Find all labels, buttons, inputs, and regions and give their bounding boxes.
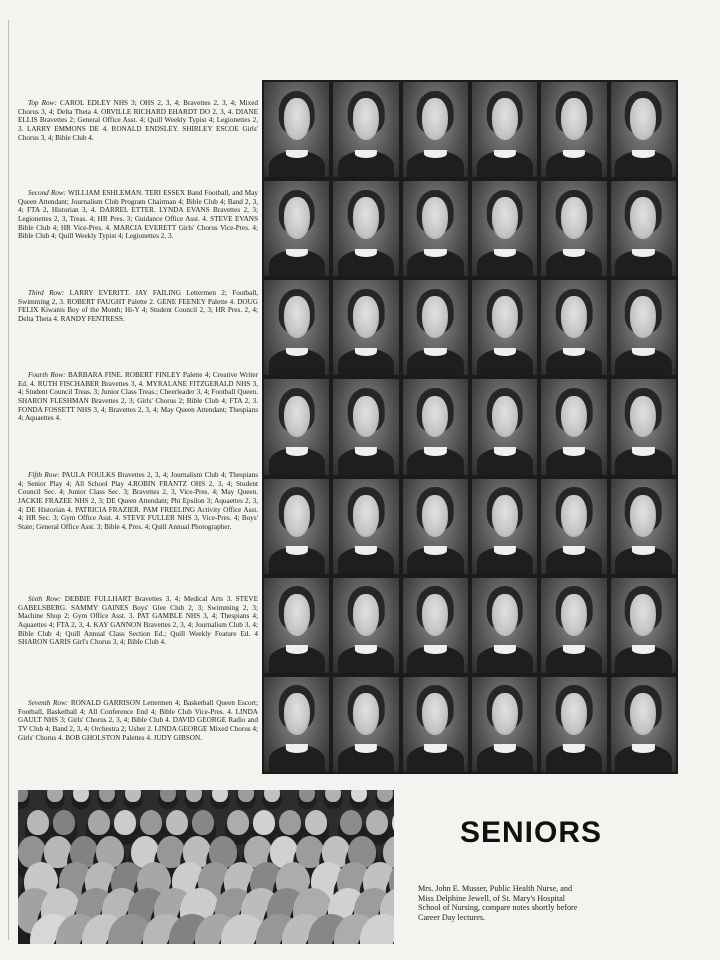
portrait-collar <box>355 249 377 258</box>
portrait-collar <box>286 447 308 456</box>
portrait-face <box>561 396 587 438</box>
portrait-photo <box>541 181 606 276</box>
portrait-photo <box>541 578 606 673</box>
portrait-collar <box>494 249 516 258</box>
portrait-face <box>492 98 518 140</box>
caption-lead: Seventh Row: <box>28 699 69 708</box>
audience-head <box>366 810 388 835</box>
caption-text: BARBARA FINE. ROBERT FINLEY Palette 4; Creative Writer Ed. 4. RUTH FISCHABER Bravettes 3, 4. MYRALANE FITZGERALD NHS 3, 4; Student Council Treas. 3; Junior Class Treas.; Cheerleader 3, 4; Football Queen. SHARON FLESHMAN Bravettes 2, 3; Girls' Chorus 2; Bible Club 4; FTA 2, 3. FONDA FOSSETT NHS 3, 4; Bravettes 2, 3, 4; May Queen Attendant; Thespians 4; Aquaettes 4. <box>18 371 259 423</box>
portrait-face <box>353 594 379 636</box>
portrait-collar <box>286 744 308 753</box>
portrait-photo <box>472 280 537 375</box>
audience-head <box>212 790 228 802</box>
portrait-collar <box>286 546 308 555</box>
portrait-collar <box>424 249 446 258</box>
audience-head <box>125 790 141 802</box>
portrait-face <box>353 396 379 438</box>
audience-head <box>253 810 275 835</box>
portrait-photo <box>472 578 537 673</box>
audience-head <box>166 810 188 835</box>
section-title: SENIORS <box>460 816 603 849</box>
caption-sixth-row <box>18 595 258 647</box>
audience-head <box>53 810 75 835</box>
portrait-face <box>422 296 448 338</box>
portrait-photo <box>472 479 537 574</box>
portrait-face <box>284 693 310 735</box>
portrait-collar <box>286 348 308 357</box>
portrait-face <box>353 693 379 735</box>
portrait-face <box>630 396 656 438</box>
portrait-face <box>630 98 656 140</box>
portrait-photo <box>333 578 398 673</box>
portrait-collar <box>563 546 585 555</box>
portrait-face <box>422 197 448 239</box>
caption-text: LARRY EVERITT. JAY FAILING Lettermen 2; Football, Swimming 2, 3. ROBERT FAUGHT Palette 2. GENE FEENEY Palette 4. DOUG FELIX Kiwanis Boy of the Month; Hi-Y 4; Student Council 2, 3; HR Pres. 2, 4; Delta Theta 4. RANDY FENTRESS. <box>18 289 258 323</box>
audience-head <box>227 810 249 835</box>
portrait-collar <box>355 348 377 357</box>
portrait-collar <box>355 645 377 654</box>
portrait-photo <box>403 280 468 375</box>
portrait-photo <box>541 379 606 474</box>
portrait-collar <box>424 744 446 753</box>
audience-head <box>351 790 367 802</box>
audience-head <box>186 790 202 802</box>
photo-caption-line: Miss Delphine Jewell, of St. Mary's Hospital <box>418 893 566 903</box>
portrait-photo <box>472 379 537 474</box>
audience-head <box>305 810 327 835</box>
portrait-face <box>284 197 310 239</box>
portrait-collar <box>424 645 446 654</box>
portrait-face <box>630 296 656 338</box>
portrait-face <box>422 495 448 537</box>
photo-caption-line: Career Day lectures. <box>418 912 486 922</box>
caption-text: CAROL EDLEY NHS 3; OHS 2, 3, 4; Bravettes 2, 3, 4; Mixed Chorus 3, 4; Delta Theta 4. ORVILLE RICHARD EHARDT DO 2, 3, 4. DIANE ELLIS Bravettes 2; General Office Asst. 4; Quill Weekly Typist 4; Legionettes 2, 3. LARRY EMMONS DE 4. RONALD ENDSLEY. SHIRLEY ESCOE Girls' Chorus 3, 4; Bible Club 4. <box>18 99 258 142</box>
caption-lead: Third Row: <box>28 289 65 298</box>
audience-head <box>88 810 110 835</box>
audience-head <box>264 790 280 802</box>
portrait-photo <box>611 677 676 772</box>
portrait-photo <box>611 181 676 276</box>
portrait-face <box>353 296 379 338</box>
portrait-face <box>630 594 656 636</box>
portrait-face <box>630 197 656 239</box>
portrait-photo <box>403 379 468 474</box>
portrait-photo <box>403 479 468 574</box>
portrait-face <box>353 98 379 140</box>
caption-text: WILLIAM ESHLEMAN. TERI ESSEX Band Football, and May Queen Attendant; Journalism Club Program Chairman 4; Bible Club 4; Band 2, 3, 4; FTA 2, Historian 3, 4. DARREL ETTER. LYNDA EVANS Bravettes 2, 3; Legionettes 2, 3, Treas. 4; HR Pres. 3; Guidance Office Asst. 4. STEVE EVANS Bible Club 4; HR Vice-Pres. 4. MARCIA EVERETT Girls' Chorus Vice-Pres. 4; Bible Club 4; Quill Weekly Typist 4; Legionettes 2, 3. <box>18 189 258 241</box>
portrait-photo <box>541 479 606 574</box>
portrait-photo <box>333 82 398 177</box>
portrait-photo <box>541 82 606 177</box>
portrait-collar <box>632 447 654 456</box>
portrait-photo <box>264 677 329 772</box>
portrait-face <box>284 594 310 636</box>
audience-head <box>73 790 89 802</box>
photo-caption-line: Mrs. John E. Musser, Public Health Nurse, and <box>418 884 573 893</box>
portrait-photo <box>333 479 398 574</box>
caption-lead: Top Row: <box>28 99 57 108</box>
caption-lead: Fourth Row: <box>28 371 66 380</box>
portrait-face <box>630 495 656 537</box>
portrait-face <box>422 98 448 140</box>
audience-head <box>160 790 176 802</box>
portrait-photo <box>333 379 398 474</box>
portrait-face <box>561 495 587 537</box>
caption-fourth-row <box>18 371 258 423</box>
portrait-photo <box>333 677 398 772</box>
portrait-collar <box>286 645 308 654</box>
audience-head <box>392 810 394 835</box>
portrait-face <box>422 594 448 636</box>
portrait-collar <box>563 645 585 654</box>
portrait-face <box>492 296 518 338</box>
portrait-photo <box>541 677 606 772</box>
portrait-photo <box>264 479 329 574</box>
portrait-collar <box>563 447 585 456</box>
audience-head <box>377 790 393 802</box>
audience-head <box>340 810 362 835</box>
audience-head <box>192 810 214 835</box>
portrait-collar <box>563 150 585 159</box>
portrait-face <box>284 396 310 438</box>
portrait-collar <box>494 447 516 456</box>
portrait-collar <box>563 348 585 357</box>
portrait-photo <box>472 181 537 276</box>
portrait-photo <box>403 181 468 276</box>
portrait-collar <box>632 249 654 258</box>
portrait-face <box>353 495 379 537</box>
caption-lead: Fifth Row: <box>28 471 60 480</box>
page-edge <box>8 20 9 940</box>
portrait-face <box>284 98 310 140</box>
portrait-photo <box>264 578 329 673</box>
caption-top-row <box>18 99 258 142</box>
portrait-collar <box>632 348 654 357</box>
portrait-photo <box>472 82 537 177</box>
portrait-face <box>561 693 587 735</box>
portrait-face <box>561 594 587 636</box>
portrait-collar <box>286 150 308 159</box>
audience-head <box>279 810 301 835</box>
portrait-collar <box>355 546 377 555</box>
portrait-face <box>492 197 518 239</box>
portrait-collar <box>632 744 654 753</box>
portrait-photo <box>333 181 398 276</box>
caption-fifth-row <box>18 471 258 531</box>
portrait-face <box>284 495 310 537</box>
portrait-face <box>492 396 518 438</box>
audience-head <box>18 790 28 802</box>
audience-head <box>47 790 63 802</box>
portrait-face <box>561 98 587 140</box>
portrait-collar <box>355 447 377 456</box>
portrait-collar <box>494 744 516 753</box>
caption-third-row <box>18 289 258 323</box>
portrait-photo <box>611 280 676 375</box>
portrait-photo <box>264 82 329 177</box>
portrait-face <box>561 296 587 338</box>
portrait-photo <box>264 280 329 375</box>
caption-text: DEBBIE FULLHART Bravettes 3, 4; Medical Arts 3. STEVE GABELSBERG. SAMMY GAINES Boys' Glee Club 2, 3; Swimming 2, 3; Machine Shop 2; Gym Office Asst. 3. PAT GAMBLE NHS 3, 4; Thespians 4; Aquaettes 4; FTA 2, 3, 4. KAY GANNON Bravettes 2, 3, 4; Journalism Club 3, 4; Bible Club 4; Quill Annual Class Section Ed.; Quill Weekly Feature Ed. 4 SHARON GARIS Girl's Chorus 3, 4; Bible Club 4. <box>18 595 258 647</box>
caption-lead: Second Row: <box>28 189 67 198</box>
caption-text: RONALD GARRISON Lettermen 4; Basketball Queen Escort; Football, Basketball 4; All Conference End 4; Bible Club Vice-Pres. 4. LINDA GAULT NHS 3; Girls' Chorus 2, 3, 4; Bible Club 4. DAVID GEORGE Radio and TV Club 4; Band 2, 3, 4; Orchestra 2; Usher 2. LINDA GEORGE Mixed Chorus 4; Girls' Chorus 4. BOB GHOLSTON Palettes 4. JUDY GIBSON. <box>18 699 258 742</box>
portrait-collar <box>632 150 654 159</box>
portrait-face <box>422 693 448 735</box>
caption-text: PAULA FOULKS Bravettes 2, 3, 4; Journalism Club 4; Thespians 4; Senior Play 4; All School Play 4.ROBIN FRANTZ OHS 2, 3, 4; Student Council Sec. 4; Junior Class Sec. 3; Bravettes 2, 3, Vice-Pres. 4; May Queen. JACKIE FRAZEE NHS 2, 3; DE Queen Attendant; Phi Epsilon 3; Aquaettes 2, 3, 4; DE Historian 4. PATRICIA FRAZIER. PAM FREELING Activity Office Asst. 4; HR Sec. 3; Gym Office Asst. 4. STEVE FULLER NHS 3, Vice-Pres. 4; Boys' State; General Office Asst. 3; Bible 4, Pres. 4; Quill Annual Photographer. <box>18 471 258 531</box>
audience-head <box>238 790 254 802</box>
portrait-face <box>561 197 587 239</box>
portrait-collar <box>424 150 446 159</box>
portrait-face <box>492 693 518 735</box>
portrait-photo <box>611 379 676 474</box>
caption-seventh-row <box>18 699 258 742</box>
audience-head <box>99 790 115 802</box>
audience-head <box>299 790 315 802</box>
portrait-photo <box>403 677 468 772</box>
portrait-collar <box>632 645 654 654</box>
portrait-collar <box>355 150 377 159</box>
portrait-collar <box>494 645 516 654</box>
portrait-collar <box>632 546 654 555</box>
portrait-face <box>630 693 656 735</box>
audience-head <box>27 810 49 835</box>
portrait-photo <box>264 379 329 474</box>
portrait-photo <box>264 181 329 276</box>
portrait-face <box>422 396 448 438</box>
audience-head <box>114 810 136 835</box>
portrait-photo <box>472 677 537 772</box>
portrait-photo <box>611 82 676 177</box>
portrait-collar <box>494 546 516 555</box>
audience-head <box>140 810 162 835</box>
portrait-face <box>492 594 518 636</box>
audience-photo <box>18 790 394 944</box>
portrait-collar <box>424 348 446 357</box>
portrait-collar <box>424 546 446 555</box>
portrait-photo <box>403 578 468 673</box>
portrait-photo <box>611 578 676 673</box>
caption-lead: Sixth Row: <box>28 595 62 604</box>
portrait-grid <box>262 80 678 774</box>
portrait-collar <box>494 150 516 159</box>
portrait-face <box>492 495 518 537</box>
portrait-photo <box>611 479 676 574</box>
portrait-face <box>284 296 310 338</box>
portrait-collar <box>355 744 377 753</box>
portrait-collar <box>424 447 446 456</box>
portrait-collar <box>494 348 516 357</box>
audience-head <box>325 790 341 802</box>
portrait-collar <box>563 744 585 753</box>
caption-second-row <box>18 189 258 241</box>
portrait-photo <box>403 82 468 177</box>
portrait-photo <box>541 280 606 375</box>
photo-caption-line: School of Nursing, compare notes shortly before <box>418 903 578 913</box>
portrait-photo <box>333 280 398 375</box>
portrait-face <box>353 197 379 239</box>
portrait-collar <box>563 249 585 258</box>
photo-caption <box>418 884 680 922</box>
portrait-collar <box>286 249 308 258</box>
